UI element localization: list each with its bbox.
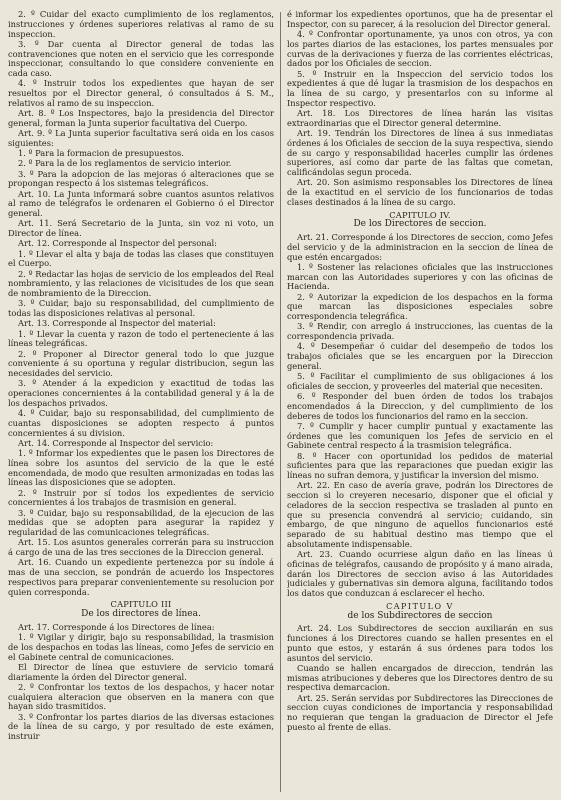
article-paragraph: Art. 18. Los Directores de línea harán las visitas extraordinarias que el Director general determine.	[286, 108, 553, 128]
article-paragraph: Art. 11. Será Secretario de la Junta, sin voz ni voto, un Director de línea.	[8, 218, 274, 238]
chapter-heading: CAPITULO IV.	[389, 209, 451, 220]
article-paragraph: Art. 19. Tendrán los Directores de línea á sus inmediatas órdenes á los Oficiales de seccion de la suya respectiva, siendo de su cargo y responsabilidad hacerles cumplir las órdenes superiores, así como dar parte de las faltas que cometan, calificándolas segun proceda.	[286, 128, 553, 177]
numbered-clause: 2. º Confrontar los textos de los despachos, y hacer notar cualquiera alteracion que observen en la manera con que hayan sido trasmitidos.	[8, 681, 274, 712]
column-divider	[280, 12, 281, 792]
numbered-clause: 2. º Instruir por sí todos los expedientes de servicio concernientes á los trabajos de trasmision en general.	[8, 487, 274, 508]
article-paragraph: Art. 20. Son asimismo responsables los Directores de línea de la exactitud en el servicio de los funcionarios de todas clases destinados á la línea de su cargo.	[286, 177, 553, 207]
article-paragraph: Art. 14. Corresponde al Inspector del servicio:	[18, 437, 214, 448]
paragraph: Cuando se hallen encargados de direccion, tendrán las mismas atribuciones y deberes que los Directores dentro de su respectiva demarcacion.	[286, 662, 553, 693]
article-paragraph: Art. 8. º Los Inspectores, bajo la presidencia del Director general, forman la Junta superior facultativa del Cuerpo.	[8, 108, 274, 128]
paragraph-continuation: é informar los expedientes oportunos, que ha de presentar el Inspector, con su parecer, á la resolucion del Director general.	[286, 10, 553, 29]
left-column	[8, 10, 274, 794]
article-paragraph: Art. 10. La Junta informará sobre cuantos asuntos relativos al ramo de telégrafos le ordenaren el Gobierno ó el Director general.	[8, 188, 274, 218]
numbered-clause: 5. º Instruir en la Inspeccion del servicio todos los expedientes á que dé lugar la trasmision de los despachos en la línea de su cargo, y presentarlos con su informe al Inspector respectivo.	[286, 68, 553, 108]
numbered-clause: 2. º Cuidar del exacto cumplimiento de los reglamentos, instrucciones y órdenes superiores relativas al ramo de su inspeccion.	[8, 10, 274, 39]
numbered-clause: 3. º Dar cuenta al Director general de todas las contravenciones que noten en el servicio que les corresponde inspeccionar, consultando lo que considere conveniente en cada caso.	[8, 38, 274, 78]
numbered-clause: 7. º Cumplir y hacer cumplir puntual y exactamente las órdenes que les comuniquen los Jefes de servicio en el Gabinete central respecto á la trasmision telegráfica.	[286, 420, 553, 451]
numbered-clause: 2. º Proponer al Director general todo lo que juzgue conveniente á su oportuna y regular distribucion, segun las necesidades del servicio.	[8, 348, 274, 378]
numbered-clause: 3. º Para la adopcion de las mejoras ó alteraciones que se propongan respecto á los sistemas telegráficos.	[8, 168, 274, 189]
chapter-subtitle: De los Directores de seccion.	[353, 219, 487, 230]
chapter-subtitle: De los directores de línea.	[81, 609, 201, 619]
article-paragraph: Art. 15. Los asuntos generales correrán para su instruccion á cargo de una de las tres secciones de la Direccion general.	[8, 537, 274, 557]
numbered-clause: 1. º Llevar la cuenta y razon de todo el perteneciente á las líneas telegráficas.	[8, 328, 274, 349]
numbered-clause: 5. º Facilitar el cumplimiento de sus obligaciones á los oficiales de seccion, y proveerles del material que necesiten.	[286, 371, 553, 391]
numbered-clause: 1. º Llevar el alta y baja de todas las clases que constituyen el Cuerpo.	[8, 248, 274, 269]
numbered-clause: 3. º Atender á la expedicion y exactitud de todas las operaciones concernientes á la contabilidad general y á la de los despachos privados.	[8, 378, 274, 408]
article-paragraph: Art. 13. Corresponde al Inspector del material:	[18, 318, 216, 329]
article-paragraph: Art. 22. En caso de avería grave, podrán los Directores de seccion si lo creyeren necesario, disponer que el oficial y celadores de la seccion respectiva se trasladen al punto en que su presencia convendrá al servicio; cuidando, sin embargo, de que ninguno de aquellos funcionarios esté separado de su habitual destino mas tiempo que el absolutamente indispensable.	[286, 480, 553, 549]
article-paragraph: Art. 23. Cuando ocurriese algun daño en las líneas ú oficinas de telégrafos, causando de propósito y á mano airada, darán los Directores de seccion aviso á las Autoridades judiciales y gubernativas sin demora alguna, facilitando todos los datos que conduzcan á esclarecer el hecho.	[286, 549, 553, 598]
numbered-clause: 2. º Para la de los reglamentos de servicio interior.	[18, 158, 232, 169]
article-paragraph: Art. 16. Cuando un expediente pertenezca por su índole á mas de una seccion, se pondrán de acuerdo los Inspectores respectivos para preparar convenientemente su resolucion por quien corresponda.	[8, 557, 274, 597]
article-paragraph: Art. 12. Corresponde al Inspector del personal:	[18, 238, 217, 249]
numbered-clause: 3. º Cuidar, bajo su responsabilidad, de la ejecucion de las medidas que se adopten para asegurar la rapidez y regularidad de las comunicaciones telegráficas.	[8, 507, 274, 537]
numbered-clause: 1. º Para la formacion de presupuestos.	[18, 148, 184, 158]
article-paragraph: Art. 21. Corresponde á los Directores de seccion, como Jefes del servicio y de la administracion en la seccion de línea de que estén encargados:	[286, 232, 553, 262]
chapter-heading: CAPITULO V	[386, 601, 454, 611]
numbered-clause: 4. º Confrontar oportunamente, ya unos con otros, ya con los partes diarios de las estaciones, los partes mensuales por curvas de la derivaciones y fuerza de las corrientes eléctricas, dados por los Oficiales de seccion.	[286, 29, 553, 69]
numbered-clause: 6. º Responder del buen órden de todos los trabajos encomendados á la Direccion, y del cumplimiento de los deberes de todos los funcionarios del ramo en la seccion.	[286, 391, 553, 421]
numbered-clause: 1. º Sostener las relaciones oficiales que las instrucciones marcan con las Autoridades superiores y con las oficinas de Hacienda.	[286, 261, 553, 292]
numbered-clause: 4. º Cuidar, bajo su responsabilidad, del cumplimiento de cuantas disposiciones se adopten respecto á puntos concernientes á su division.	[8, 408, 274, 438]
numbered-clause: 3. º Confrontar los partes diarios de las diversas estaciones de la línea de su cargo, y por resultado de este exámen, instruir	[8, 711, 274, 741]
numbered-clause: 3. º Rendir, con arreglo á instrucciones, las cuentas de la correspondencia privada.	[286, 321, 553, 341]
chapter-heading: CAPITULO III	[110, 599, 172, 610]
article-paragraph: Art. 25. Serán servidas por Subdirectores las Direcciones de seccion cuyas condiciones de importancia y responsabilidad no requieran que tengan la graduacion de Director el Jefe puesto al frente de ellas.	[286, 692, 553, 732]
article-paragraph: Art. 24. Los Subdirectores de seccion auxiliarán en sus funciones á los Directores cuando se hallen presentes en el punto que estos, y estarán á sus órdenes para todos los asuntos del servicio.	[286, 623, 553, 663]
numbered-clause: 1. º Vigilar y dirigir, bajo su responsabilidad, la trasmision de los despachos en todas las líneas, como Jefes de servicio en el Gabinete central de comunicaciones.	[8, 632, 274, 662]
right-column	[287, 10, 553, 794]
numbered-clause: 3. º Cuidar, bajo su responsabilidad, del cumplimiento de todas las disposiciones relativas al personal.	[8, 298, 274, 318]
numbered-clause: 2. º Autorizar la expedicion de los despachos en la forma que marcan las disposiciones especiales sobre correspondencia telegráfica.	[286, 291, 553, 321]
numbered-clause: 4. º Instruir todos los expedientes que hayan de ser resueltos por el Director general, ó consultados á S. M., relativos al ramo de su inspeccion.	[8, 78, 274, 108]
numbered-clause: 8. º Hacer con oportunidad los pedidos de material suficientes para que las reparaciones que puedan exigir las líneas no sufran demora, y justificar la inversion del mismo.	[286, 450, 553, 480]
numbered-clause: 1. º Informar los expedientes que le pasen los Directores de línea sobre los asuntos del servicio de la que le esté encomendada, de modo que resulten armonizadas en todas las líneas las disposiciones que se adopten.	[8, 448, 274, 488]
article-paragraph: Art. 9. º La Junta superior facultativa será oida en los casos siguientes:	[8, 128, 274, 148]
paragraph: El Director de línea que estuviere de servicio tomará diariamente la órden del Director general.	[8, 661, 274, 682]
numbered-clause: 4. º Desempeñar ó cuidar del desempeño de todos los trabajos oficiales que se les encarguen por la Direccion general.	[286, 341, 553, 371]
chapter-subtitle: de los Subdirectores de seccion	[347, 610, 493, 621]
numbered-clause: 2. º Redactar las hojas de servicio de los empleados del Real nombramiento, y las relaciones de vicisitudes de los que sean de nombramiento de la Direccion.	[8, 268, 274, 298]
article-paragraph: Art. 17. Corresponde á los Directores de línea:	[18, 621, 215, 632]
